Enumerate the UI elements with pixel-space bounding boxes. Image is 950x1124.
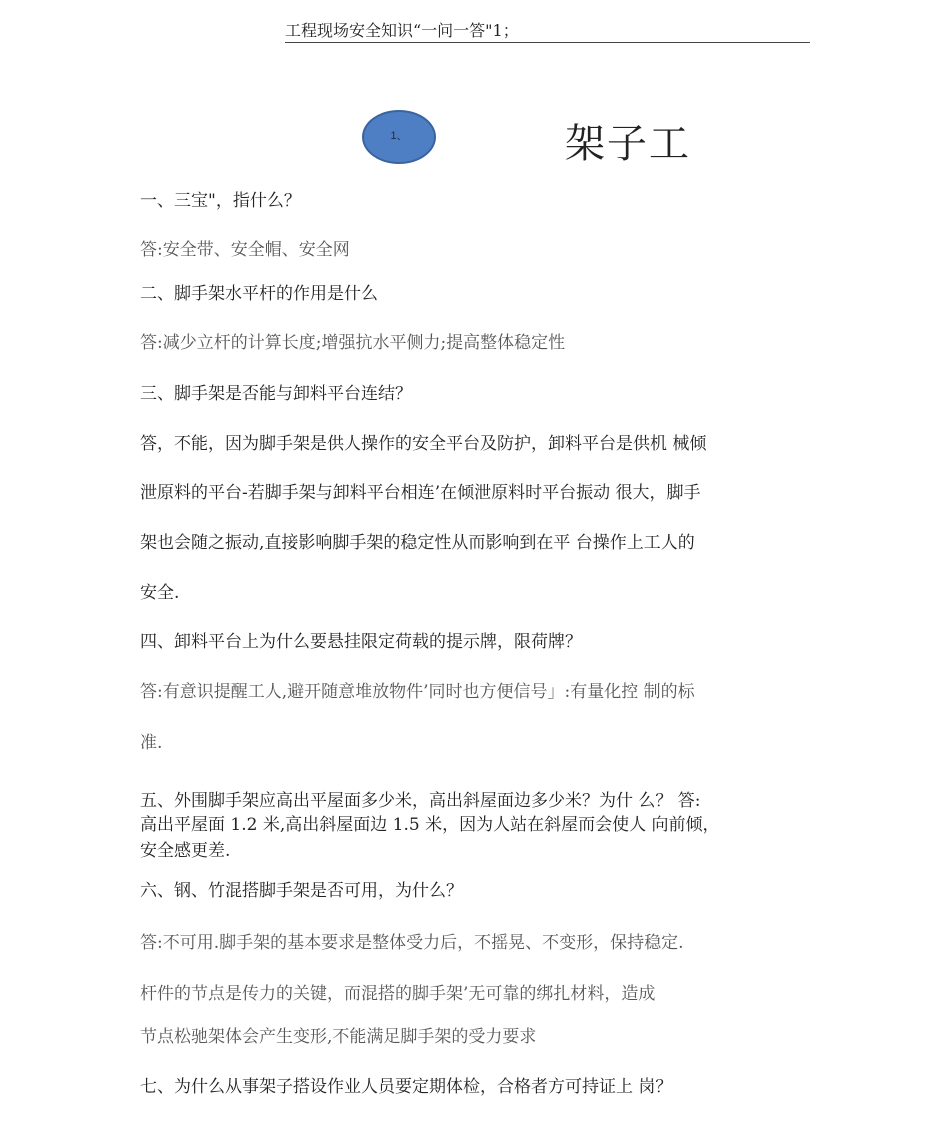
page-title: 架子工 — [565, 121, 691, 167]
question-2: 二、脚手架水平杆的作用是什么 — [140, 284, 378, 304]
answer-4-line: 准. — [140, 733, 163, 753]
question-7: 七、为什么从事架子搭设作业人员要定期体检，合格者方可持证上 岗？ — [140, 1077, 673, 1097]
answer-6-line: 答:不可用.脚手架的基本要求是整体受力后，不摇晃、不变形，保持稳定. — [140, 933, 684, 953]
answer-5-line: 安全感更差. — [140, 841, 231, 861]
answer-3-line: 答，不能，因为脚手架是供人操作的安全平台及防护，卸料平台是供机 械倾 — [140, 434, 707, 454]
question-5-line: 五、外围脚手架应高出平屋面多少米，高出斜屋面边多少米？为什 么？ 答: — [140, 791, 701, 811]
answer-2: 答:减少立杆的计算长度;增强抗水平侧力;提高整体稳定性 — [140, 333, 566, 353]
answer-5-line: 高出平屋面 1.2 米,高出斜屋面边 1.5 米，因为人站在斜屋而会使人 向前倾， — [140, 815, 720, 835]
question-4: 四、卸料平台上为什么要悬挂限定荷载的提示牌，限荷牌？ — [140, 632, 582, 652]
answer-3-line: 泄原料的平台-若脚手架与卸料平台相连’在倾泄原料时平台振动 很大，脚手 — [140, 483, 701, 503]
section-number-badge — [362, 110, 436, 164]
answer-3-line: 安全. — [140, 583, 180, 603]
answer-3-line: 架也会随之振动,直接影响脚手架的稳定性从而影响到在平 台操作上工人的 — [140, 533, 695, 553]
answer-6-line: 杆件的节点是传力的关键，而混搭的脚手架’无可靠的绑扎材料，造成 — [140, 984, 656, 1004]
question-3: 三、脚手架是否能与卸料平台连结？ — [140, 384, 412, 404]
question-6: 六、钢、竹混搭脚手架是否可用，为什么？ — [140, 881, 463, 901]
answer-1: 答:安全带、安全帽、安全网 — [140, 240, 350, 260]
page-header: 工程现场安全知识“一问一答"1； — [285, 20, 810, 43]
answer-4-line: 答:有意识提醒工人,避开随意堆放物件’同时也方便信号」:有量化控 制的标 — [140, 682, 695, 702]
question-1: 一、三宝"，指什么？ — [140, 191, 301, 211]
answer-6-line: 节点松驰架体会产生变形,不能满足脚手架的受力要求 — [140, 1027, 537, 1047]
badge-label: 1、 — [390, 130, 408, 142]
